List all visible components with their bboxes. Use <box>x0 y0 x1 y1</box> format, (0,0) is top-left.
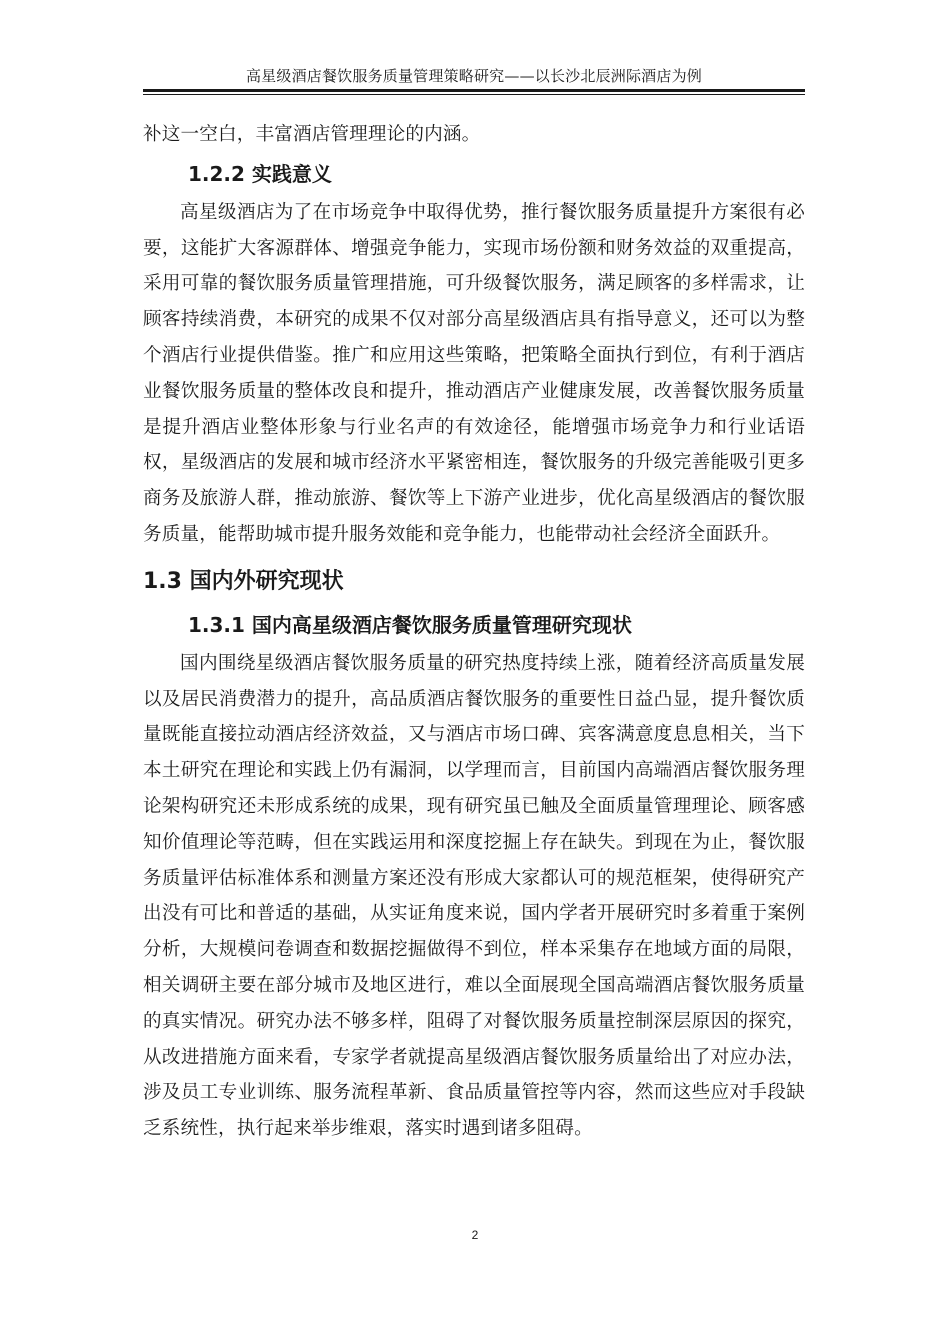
paragraph-domestic-research: 国内围绕星级酒店餐饮服务质量的研究热度持续上涨，随着经济高质量发展以及居民消费潜力的提升，高品质酒店餐饮服务的重要性日益凸显，提升餐饮质量既能直接拉动酒店经济效益，又与酒店市场口碑、宾客满意度息息相关，当下本土研究在理论和实践上仍有漏洞，以学理而言，目前国内高端酒店餐饮服务理论架构研究还未形成系统的成果，现有研究虽已触及全面质量管理理论、顾客感知价值理论等范畴，但在实践运用和深度挖掘上存在缺失。到现在为止，餐饮服务质量评估标准体系和测量方案还没有形成大家都认可的规范框架，使得研究产出没有可比和普适的基础，从实证角度来说，国内学者开展研究时多着重于案例分析，大规模问卷调查和数据挖掘做得不到位，样本采集存在地域方面的局限，相关调研主要在部分城市及地区进行，难以全面展现全国高端酒店餐饮服务质量的真实情况。研究办法不够多样，阻碍了对餐饮服务质量控制深层原因的探究，从改进措施方面来看，专家学者就提高星级酒店餐饮服务质量给出了对应办法，涉及员工专业训练、服务流程革新、食品质量管控等内容，然而这些应对手段缺乏系统性，执行起来举步维艰，落实时遇到诸多阻碍。 <box>143 652 805 1140</box>
header-rule-thin <box>143 94 805 95</box>
heading-1-3-1: 1.3.1 国内高星级酒店餐饮服务质量管理研究现状 <box>188 612 632 637</box>
continued-paragraph: 补这一空白，丰富酒店管理理论的内涵。 <box>143 124 481 145</box>
header-rule-thick <box>143 89 805 92</box>
heading-1-2-2: 1.2.2 实践意义 <box>188 161 332 186</box>
heading-1-3: 1.3 国内外研究现状 <box>143 568 344 594</box>
page-number: 2 <box>471 1228 479 1242</box>
running-header: 高星级酒店餐饮服务质量管理策略研究——以长沙北辰洲际酒店为例 <box>245 67 702 85</box>
body-text <box>143 117 805 1147</box>
paragraph-practical-significance: 高星级酒店为了在市场竞争中取得优势，推行餐饮服务质量提升方案很有必要，这能扩大客源群体、增强竞争能力，实现市场份额和财务效益的双重提高，采用可靠的餐饮服务质量管理措施，可升级餐饮服务，满足顾客的多样需求，让顾客持续消费，本研究的成果不仅对部分高星级酒店具有指导意义，还可以为整个酒店行业提供借鉴。推广和应用这些策略，把策略全面执行到位，有利于酒店业餐饮服务质量的整体改良和提升，推动酒店产业健康发展，改善餐饮服务质量是提升酒店业整体形象与行业名声的有效途径，能增强市场竞争力和行业话语权，星级酒店的发展和城市经济水平紧密相连，餐饮服务的升级完善能吸引更多商务及旅游人群，推动旅游、餐饮等上下游产业进步，优化高星级酒店的餐饮服务质量，能帮助城市提升服务效能和竞争能力，也能带动社会经济全面跃升。 <box>143 201 805 545</box>
